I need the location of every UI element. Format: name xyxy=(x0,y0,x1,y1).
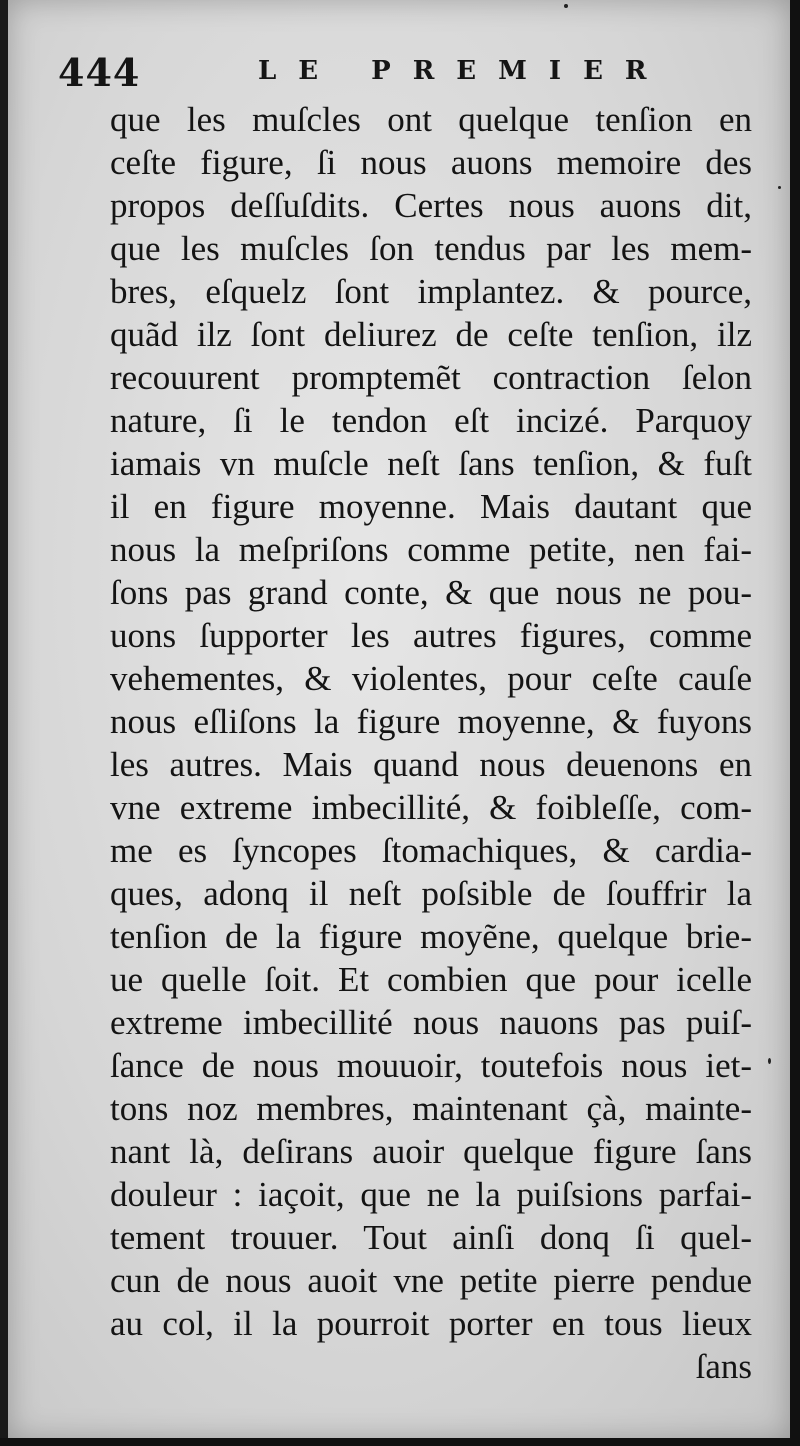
text-line: me es ſyncopes ſtomachiques, & cardia- xyxy=(110,831,752,870)
scan-border-right xyxy=(790,0,800,1446)
ink-speck xyxy=(768,1058,771,1064)
text-line: les autres. Mais quand nous deuenons en xyxy=(110,745,752,784)
text-line: ſons pas grand conte, & que nous ne pou- xyxy=(110,573,752,612)
text-line: iamais vn muſcle neſt ſans tenſion, & fuſt xyxy=(110,444,752,483)
text-line: tons noz membres, maintenant çà, mainte- xyxy=(110,1089,752,1128)
catchword: ſans xyxy=(695,1347,752,1386)
page-header xyxy=(58,50,758,95)
running-head: LE PREMIER xyxy=(258,56,669,86)
book-page xyxy=(8,0,790,1440)
text-line: nant là, deſirans auoir quelque figure ſans xyxy=(110,1132,752,1171)
text-line: ſance de nous mouuoir, toutefois nous iet- xyxy=(110,1046,752,1085)
text-line: il en figure moyenne. Mais dautant que xyxy=(110,487,752,526)
text-line: tenſion de la figure moyẽne, quelque brie- xyxy=(110,917,752,956)
text-line: que les muſcles ſon tendus par les mem- xyxy=(110,229,752,268)
text-line: cun de nous auoit vne petite pierre pendue xyxy=(110,1261,752,1300)
text-line: vne extreme imbecillité, & foibleſſe, com- xyxy=(110,788,752,827)
text-line: recouurent promptemẽt contraction ſelon xyxy=(110,358,752,397)
text-line: propos deſſuſdits. Certes nous auons dit, xyxy=(110,186,752,225)
text-line: nature, ſi le tendon eſt incizé. Parquoy xyxy=(110,401,752,440)
text-line: ques, adonq il neſt poſsible de ſouffrir la xyxy=(110,874,752,913)
text-line: bres, eſquelz ſont implantez. & pource, xyxy=(110,272,752,311)
text-line: nous eſliſons la figure moyenne, & fuyons xyxy=(110,702,752,741)
text-line: quãd ilz ſont deliurez de ceſte tenſion, ilz xyxy=(110,315,752,354)
scan-border-bottom xyxy=(0,1438,800,1446)
text-line: extreme imbecillité nous nauons pas puiſ- xyxy=(110,1003,752,1042)
body-text xyxy=(110,98,752,1388)
text-line: vehementes, & violentes, pour ceſte cauſe xyxy=(110,659,752,698)
ink-speck xyxy=(778,186,781,189)
text-line: que les muſcles ont quelque tenſion en xyxy=(110,100,752,139)
ink-speck xyxy=(564,4,568,8)
text-line: ceſte figure, ſi nous auons memoire des xyxy=(110,143,752,182)
text-line: uons ſupporter les autres figures, comme xyxy=(110,616,752,655)
page-number: 444 xyxy=(58,50,141,95)
text-line: au col, il la pourroit porter en tous lieux xyxy=(110,1304,752,1343)
text-line: douleur : iaçoit, que ne la puiſsions parfai- xyxy=(110,1175,752,1214)
text-line: ue quelle ſoit. Et combien que pour icelle xyxy=(110,960,752,999)
text-line: tement trouuer. Tout ainſi donq ſi quel- xyxy=(110,1218,752,1257)
text-line: nous la meſpriſons comme petite, nen fai- xyxy=(110,530,752,569)
